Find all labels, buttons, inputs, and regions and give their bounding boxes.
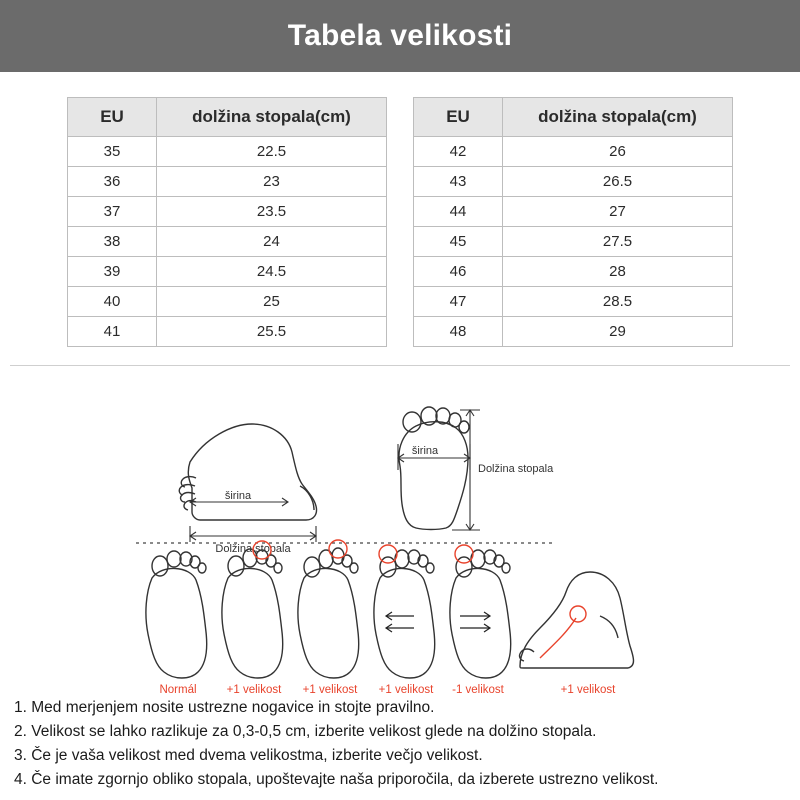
cell-eu: 43 bbox=[414, 167, 503, 197]
column-header-eu: EU bbox=[414, 98, 503, 137]
size-table-right bbox=[413, 97, 733, 347]
cell-length: 24.5 bbox=[157, 257, 387, 287]
foot-shape-label-6: +1 velikost bbox=[560, 684, 616, 696]
cell-eu: 46 bbox=[414, 257, 503, 287]
cell-eu: 37 bbox=[68, 197, 157, 227]
cell-length: 27 bbox=[503, 197, 733, 227]
page-header bbox=[0, 0, 800, 72]
cell-eu: 47 bbox=[414, 287, 503, 317]
cell-eu: 38 bbox=[68, 227, 157, 257]
foot-shape-label-4: +1 velikost bbox=[378, 684, 434, 696]
table-row bbox=[68, 257, 387, 287]
cell-eu: 36 bbox=[68, 167, 157, 197]
table-row bbox=[68, 197, 387, 227]
foot-shape-label-5: -1 velikost bbox=[452, 684, 504, 696]
cell-length: 28 bbox=[503, 257, 733, 287]
cell-eu: 35 bbox=[68, 137, 157, 167]
foot-measurement-illustration bbox=[0, 366, 800, 696]
side-width-label: širina bbox=[224, 490, 252, 502]
table-row bbox=[68, 137, 387, 167]
foot-shape-6-side bbox=[520, 572, 634, 668]
side-length-arrow bbox=[190, 526, 316, 542]
cell-eu: 40 bbox=[68, 287, 157, 317]
notes-list bbox=[0, 688, 800, 792]
cell-eu: 45 bbox=[414, 227, 503, 257]
table-row bbox=[414, 227, 733, 257]
top-width-label: širina bbox=[411, 445, 439, 457]
foot-shape-1 bbox=[146, 551, 207, 678]
table-row bbox=[414, 167, 733, 197]
table-header-row bbox=[68, 98, 387, 137]
column-header-eu: EU bbox=[68, 98, 157, 137]
cell-eu: 42 bbox=[414, 137, 503, 167]
cell-eu: 48 bbox=[414, 317, 503, 347]
side-length-label: Dolžina stopala bbox=[215, 543, 291, 555]
top-view-foot bbox=[399, 407, 469, 530]
foot-shape-5 bbox=[450, 545, 511, 678]
cell-length: 25.5 bbox=[157, 317, 387, 347]
column-header-length: dolžina stopala(cm) bbox=[157, 98, 387, 137]
table-row bbox=[414, 197, 733, 227]
cell-length: 27.5 bbox=[503, 227, 733, 257]
note-line-4: 4. Če imate zgornjo obliko stopala, upoštevajte naša priporočila, da izberete ustrezno velikost. bbox=[14, 771, 659, 788]
table-row bbox=[414, 287, 733, 317]
foot-shape-2 bbox=[222, 541, 283, 678]
foot-shape-label-3: +1 velikost bbox=[302, 684, 358, 696]
table-row bbox=[414, 137, 733, 167]
table-row bbox=[414, 317, 733, 347]
foot-shape-label-1: Normál bbox=[159, 684, 197, 696]
cell-length: 25 bbox=[157, 287, 387, 317]
side-view-foot bbox=[179, 424, 316, 520]
cell-eu: 44 bbox=[414, 197, 503, 227]
cell-eu: 39 bbox=[68, 257, 157, 287]
size-table-left bbox=[67, 97, 387, 347]
foot-shape-3 bbox=[298, 540, 359, 678]
cell-length: 26.5 bbox=[503, 167, 733, 197]
cell-length: 24 bbox=[157, 227, 387, 257]
cell-length: 28.5 bbox=[503, 287, 733, 317]
table-row bbox=[68, 227, 387, 257]
table-row bbox=[68, 167, 387, 197]
table-row bbox=[68, 317, 387, 347]
size-tables-container bbox=[0, 72, 800, 347]
cell-length: 22.5 bbox=[157, 137, 387, 167]
foot-shape-label-2: +1 velikost bbox=[226, 684, 282, 696]
table-row bbox=[414, 257, 733, 287]
note-line-3: 3. Če je vaša velikost med dvema velikostma, izberite večjo velikost. bbox=[14, 747, 483, 764]
table-header-row bbox=[414, 98, 733, 137]
note-line-1: 1. Med merjenjem nosite ustrezne nogavice in stojte pravilno. bbox=[14, 699, 435, 716]
cell-eu: 41 bbox=[68, 317, 157, 347]
cell-length: 29 bbox=[503, 317, 733, 347]
cell-length: 26 bbox=[503, 137, 733, 167]
cell-length: 23 bbox=[157, 167, 387, 197]
foot-shape-4 bbox=[374, 545, 435, 678]
cell-length: 23.5 bbox=[157, 197, 387, 227]
top-length-label: Dolžina stopala bbox=[478, 463, 554, 475]
table-row bbox=[68, 287, 387, 317]
column-header-length: dolžina stopala(cm) bbox=[503, 98, 733, 137]
page-title: Tabela velikosti bbox=[287, 19, 513, 52]
note-line-2: 2. Velikost se lahko razlikuje za 0,3-0,5 cm, izberite velikost glede na dolžino stopala. bbox=[14, 723, 597, 740]
